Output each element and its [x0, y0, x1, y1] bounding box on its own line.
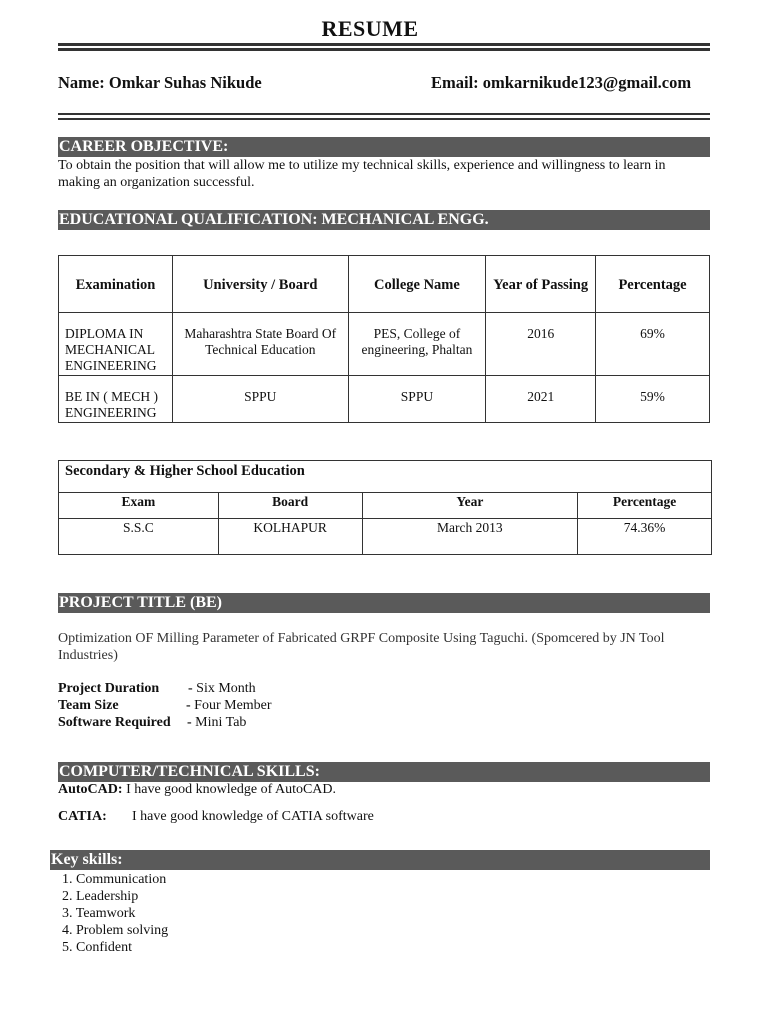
- education-cell: DIPLOMA IN MECHANICAL ENGINEERING: [59, 313, 173, 376]
- autocad-label: AutoCAD:: [58, 782, 123, 797]
- table-row: [59, 313, 710, 376]
- title-rule-bottom: [58, 48, 710, 51]
- education-heading: EDUCATIONAL QUALIFICATION: MECHANICAL ENGG.: [58, 210, 710, 230]
- education-col-year: Year of Passing: [486, 256, 596, 313]
- education-cell: Maharashtra State Board Of Technical Education: [172, 313, 348, 376]
- project-detail-row: [58, 680, 272, 697]
- education-col-percentage: Percentage: [596, 256, 710, 313]
- school-cell: S.S.C: [59, 519, 219, 555]
- project-details: [58, 680, 272, 731]
- catia-text: I have good knowledge of CATIA software: [132, 809, 374, 824]
- header-rule-top: [58, 113, 710, 115]
- list-item: 5. Confident: [62, 940, 132, 955]
- project-duration-label: Project Duration: [58, 681, 160, 696]
- education-cell: PES, College of engineering, Phaltan: [348, 313, 486, 376]
- education-cell: BE IN ( MECH ) ENGINEERING: [59, 376, 173, 423]
- project-detail-row: [58, 714, 272, 731]
- education-col-examination: Examination: [59, 256, 173, 313]
- list-item: 3. Teamwork: [62, 906, 136, 921]
- detail-separator: -: [187, 715, 192, 730]
- career-objective-text: To obtain the position that will allow me to utilize my technical skills, experience and willingness to learn in making an organization successful.: [58, 158, 666, 190]
- detail-separator: -: [188, 681, 193, 696]
- key-skills-heading: Key skills:: [50, 850, 710, 870]
- education-cell: SPPU: [172, 376, 348, 423]
- education-cell: SPPU: [348, 376, 486, 423]
- project-duration-value: Six Month: [196, 681, 256, 696]
- education-cell: 59%: [596, 376, 710, 423]
- school-col-board: Board: [218, 493, 362, 519]
- career-objective-heading: CAREER OBJECTIVE:: [58, 137, 710, 157]
- key-skills-list: [62, 871, 168, 956]
- team-size-value: Four Member: [194, 698, 272, 713]
- school-cell: March 2013: [362, 519, 578, 555]
- school-heading-row: [59, 461, 712, 493]
- education-cell: 2021: [486, 376, 596, 423]
- header-rule-bottom: [58, 118, 710, 120]
- technical-skills-heading: COMPUTER/TECHNICAL SKILLS:: [58, 762, 710, 782]
- catia-skill: [58, 808, 374, 825]
- education-header-row: [59, 256, 710, 313]
- school-cell: 74.36%: [578, 519, 712, 555]
- list-item: 1. Communication: [62, 872, 167, 887]
- team-size-label: Team Size: [58, 698, 119, 713]
- project-heading: PROJECT TITLE (BE): [58, 593, 710, 613]
- school-heading: Secondary & Higher School Education: [59, 461, 712, 493]
- candidate-email: Email: omkarnikude123@gmail.com: [431, 73, 692, 92]
- school-header-row: [59, 493, 712, 519]
- school-cell: KOLHAPUR: [218, 519, 362, 555]
- software-required-label: Software Required: [58, 715, 171, 730]
- school-col-exam: Exam: [59, 493, 219, 519]
- table-row: [59, 376, 710, 423]
- table-row: [59, 519, 712, 555]
- education-col-university: University / Board: [172, 256, 348, 313]
- school-col-year: Year: [362, 493, 578, 519]
- detail-separator: -: [186, 698, 191, 713]
- education-table: [58, 255, 710, 423]
- project-description: Optimization OF Milling Parameter of Fabricated GRPF Composite Using Taguchi. (Spomcered by JN Tool Industries): [58, 631, 665, 663]
- education-cell: 2016: [486, 313, 596, 376]
- page-title: RESUME: [321, 16, 419, 41]
- education-col-college: College Name: [348, 256, 486, 313]
- autocad-skill: [58, 781, 336, 798]
- software-required-value: Mini Tab: [195, 715, 247, 730]
- education-cell: 69%: [596, 313, 710, 376]
- autocad-text: I have good knowledge of AutoCAD.: [126, 782, 337, 797]
- school-table: [58, 460, 712, 555]
- list-item: 2. Leadership: [62, 889, 139, 904]
- title-rule-top: [58, 43, 710, 46]
- school-col-percentage: Percentage: [578, 493, 712, 519]
- list-item: 4. Problem solving: [62, 923, 169, 938]
- catia-label: CATIA:: [58, 809, 107, 824]
- project-detail-row: [58, 697, 272, 714]
- candidate-name: Name: Omkar Suhas Nikude: [58, 73, 262, 92]
